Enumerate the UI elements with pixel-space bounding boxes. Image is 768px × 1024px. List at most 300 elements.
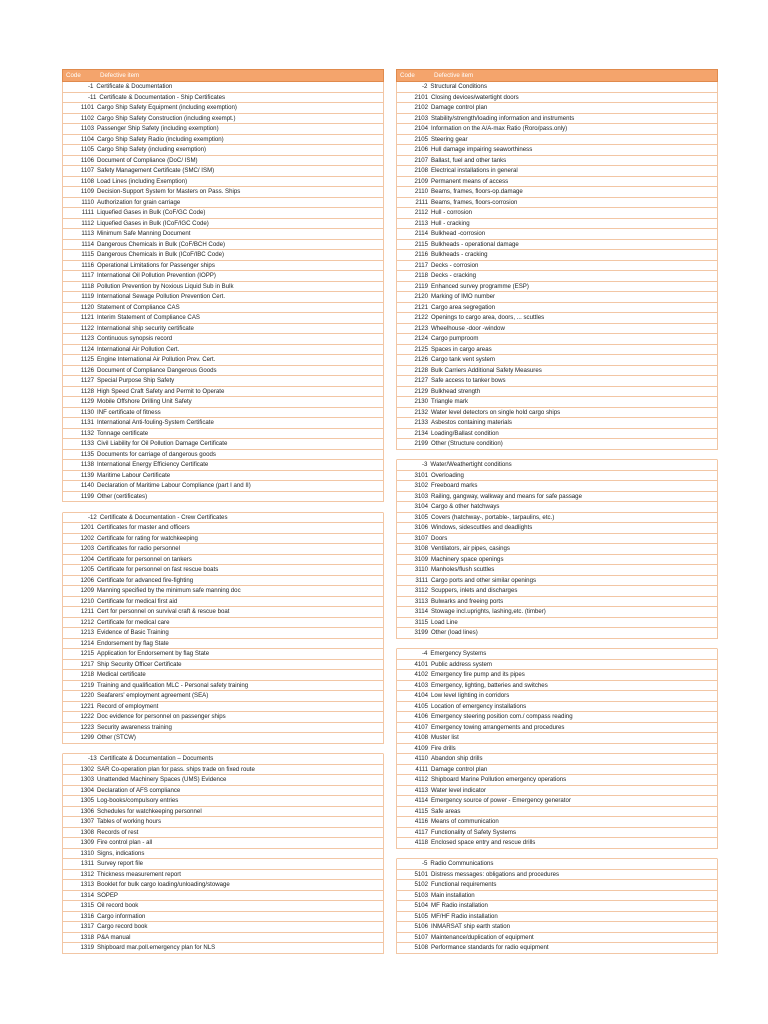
defect-description: Functionality of Safety Systems	[431, 828, 517, 836]
table-row	[62, 870, 384, 881]
table-row	[396, 397, 718, 408]
defect-code: 2101	[414, 93, 428, 101]
defect-code: 1314	[80, 891, 94, 899]
table-row	[396, 681, 718, 692]
table-row	[396, 597, 718, 608]
defect-description: Schedules for watchkeeping personnel	[97, 807, 202, 815]
defect-code: 4106	[414, 713, 428, 721]
defect-code: 2109	[414, 177, 428, 185]
defect-code: 2124	[414, 335, 428, 343]
defect-code: 1218	[80, 671, 94, 679]
table-row	[62, 156, 384, 167]
defect-code: 1309	[80, 839, 94, 847]
defect-description: Other (certificates)	[97, 492, 148, 500]
defect-description: Beams, frames, floors-corrosion	[431, 198, 518, 206]
defect-description: Safe areas	[431, 807, 461, 815]
defect-description: International Anti-fouling-System Certificate	[97, 419, 214, 427]
defect-code: 1202	[80, 534, 94, 542]
defect-code: 1114	[81, 240, 94, 248]
defect-description: Thickness measurement report	[97, 870, 181, 878]
defect-description: Bulkhead -corrosion	[431, 230, 486, 238]
table-row	[396, 586, 718, 597]
defect-code: -11	[88, 93, 97, 101]
defect-code: 3199	[414, 629, 428, 637]
defect-description: Information on the A/A-max Ratio (Roro/pass.only)	[431, 125, 568, 133]
defect-code: 1222	[80, 713, 94, 721]
table-row	[62, 261, 384, 272]
defect-code: 4116	[414, 818, 428, 826]
defect-description: Cargo Ship Safety Equipment (including exemption)	[97, 104, 237, 112]
defect-description: Loading/Ballast condition	[431, 429, 499, 437]
table-row	[396, 166, 718, 177]
table-row	[62, 303, 384, 314]
defect-code: 1116	[81, 261, 94, 269]
defect-code: 1210	[80, 597, 94, 605]
table-row	[62, 198, 384, 209]
defect-code: 1112	[81, 219, 94, 227]
table-row	[62, 345, 384, 356]
defect-description: International Energy Efficiency Certificate	[97, 461, 209, 469]
defect-description: P&A manual	[97, 933, 131, 941]
table-row	[62, 670, 384, 681]
table-row	[396, 723, 718, 734]
defect-code: 4118	[414, 839, 428, 847]
table-row	[396, 313, 718, 324]
defect-description: International Oil Pollution Prevention (IOPP)	[97, 272, 216, 280]
table-row	[396, 534, 718, 545]
defect-description: Certificate & Documentation - Crew Certificates	[99, 513, 228, 521]
table-row	[396, 775, 718, 786]
defect-description: Bulkheads - cracking	[431, 251, 488, 259]
defect-description: MF Radio installation	[431, 902, 488, 910]
defect-code: 4108	[414, 734, 428, 742]
table-row	[62, 145, 384, 156]
defect-description: Endorsement by flag State	[97, 639, 169, 647]
table-row	[396, 439, 718, 450]
defect-code: 1110	[81, 198, 94, 206]
left-rows	[62, 82, 384, 954]
section-header-row	[396, 460, 718, 471]
defect-description: SAR Co-operation plan for pass. ships trade on fixed route	[97, 765, 255, 773]
defect-code: 2127	[414, 377, 428, 385]
table-row	[396, 219, 718, 230]
defect-code: 1302	[80, 765, 94, 773]
defect-code: 2123	[414, 324, 428, 332]
defect-description: Cargo tank vent system	[431, 356, 496, 364]
defect-code: 1307	[80, 818, 94, 826]
defect-description: Damage control plan	[431, 765, 488, 773]
defect-code: 1313	[80, 881, 94, 889]
defect-code: 3111	[415, 576, 428, 584]
defect-code: 1221	[80, 702, 94, 710]
table-row	[62, 660, 384, 671]
table-row	[62, 649, 384, 660]
defect-code: 1111	[81, 209, 94, 217]
defect-description: Wheelhouse -door -window	[431, 324, 505, 332]
defect-code: 1122	[80, 324, 94, 332]
defect-description: Mobile Offshore Drilling Unit Safety	[97, 398, 192, 406]
table-row	[396, 555, 718, 566]
defect-code: 1220	[80, 692, 94, 700]
defect-code: 1129	[80, 398, 94, 406]
defect-code: 3114	[414, 608, 428, 616]
defect-description: Cargo Ship Safety Construction (including exempt.)	[97, 114, 236, 122]
defect-description: Performance standards for radio equipment	[431, 944, 549, 952]
defect-code: 1203	[80, 545, 94, 553]
defect-code: 2102	[414, 104, 428, 112]
table-row	[396, 261, 718, 272]
defect-description: Booklet for bulk cargo loading/unloading/stowage	[97, 881, 230, 889]
table-row	[62, 555, 384, 566]
defect-code: -4	[422, 650, 428, 658]
defect-code: 1299	[80, 734, 94, 742]
table-row	[62, 429, 384, 440]
defect-code: 1204	[80, 555, 94, 563]
defect-description: Certificate for personnel on tankers	[97, 555, 192, 563]
table-row	[396, 177, 718, 188]
table-row	[396, 628, 718, 639]
defect-code: 2126	[414, 356, 428, 364]
table-row	[62, 618, 384, 629]
table-row	[62, 786, 384, 797]
defect-code: 4102	[414, 671, 428, 679]
defect-code: 1135	[80, 450, 94, 458]
table-row	[396, 607, 718, 618]
table-row	[62, 597, 384, 608]
defect-description: Cargo area segregation	[431, 303, 496, 311]
defect-description: Doc evidence for personnel on passenger ships	[97, 713, 226, 721]
defect-code: 2121	[414, 303, 428, 311]
defect-code: 1199	[80, 492, 94, 500]
defect-code: 1215	[80, 650, 94, 658]
defect-description: INF certificate of fitness	[97, 408, 161, 416]
defect-description: Cert for personnel on survival craft & rescue boat	[97, 608, 230, 616]
defect-description: Structural Conditions	[430, 83, 487, 91]
table-row	[62, 177, 384, 188]
defective-item-column-header: Defective item	[434, 72, 474, 79]
defect-code: 2129	[414, 387, 428, 395]
defect-code: 1106	[80, 156, 94, 164]
table-row	[62, 292, 384, 303]
defect-description: SOPEP	[97, 891, 118, 899]
defect-code: 1119	[81, 293, 94, 301]
defect-description: Other (load lines)	[431, 629, 478, 637]
defect-code: 2113	[414, 219, 428, 227]
table-row	[62, 460, 384, 471]
defect-description: Maintenance/duplication of equipment	[431, 933, 534, 941]
defect-code: 1108	[80, 177, 94, 185]
defect-description: Triangle mark	[431, 398, 469, 406]
table-row	[62, 408, 384, 419]
defect-description: Bulk Carriers Additional Safety Measures	[431, 366, 542, 374]
table-row	[396, 114, 718, 125]
defect-code: 1308	[80, 828, 94, 836]
defect-code: 1205	[80, 566, 94, 574]
defect-code: 5103	[414, 891, 428, 899]
defect-description: Stability/strength/loading information and instruments	[431, 114, 575, 122]
table-row	[62, 523, 384, 534]
defect-code: 3101	[414, 471, 428, 479]
defect-code: 2120	[414, 293, 428, 301]
defect-description: Interim Statement of Compliance CAS	[97, 314, 200, 322]
defect-description: Enclosed space entry and rescue drills	[431, 839, 536, 847]
defect-description: Certificate & Documentation – Documents	[99, 755, 214, 763]
defect-description: Decision-Support System for Masters on Pass. Ships	[97, 188, 241, 196]
defect-description: Pollution Prevention by Noxious Liquid Sub in Bulk	[97, 282, 234, 290]
table-row	[62, 544, 384, 555]
table-row	[62, 796, 384, 807]
table-row	[396, 124, 718, 135]
table-row	[396, 229, 718, 240]
defect-description: Application for Endorsement by flag State	[97, 650, 210, 658]
defect-code: 1109	[80, 188, 94, 196]
table-row	[396, 135, 718, 146]
defect-code: 2117	[414, 261, 428, 269]
defect-description: Declaration of AFS compliance	[97, 786, 181, 794]
defect-code: 2104	[414, 125, 428, 133]
defect-description: Decks - corrosion	[431, 261, 479, 269]
defect-code: 1127	[80, 377, 94, 385]
defect-description: Ship Security Officer Certificate	[97, 660, 182, 668]
table-row	[62, 586, 384, 597]
table-row	[62, 922, 384, 933]
defect-description: Ballast, fuel and other tanks	[431, 156, 507, 164]
defect-code: 4107	[414, 723, 428, 731]
defect-description: Functional requirements	[431, 881, 497, 889]
defect-description: Continuous synopsis record	[97, 335, 173, 343]
defect-description: Distress messages: obligations and procedures	[431, 870, 560, 878]
defect-description: Means of communication	[431, 818, 499, 826]
defect-description: Minimum Safe Manning Document	[97, 230, 191, 238]
defect-description: Asbestos containing materials	[431, 419, 512, 427]
defect-description: Marking of IMO number	[431, 293, 496, 301]
table-row	[396, 670, 718, 681]
defect-description: Overloading	[431, 471, 464, 479]
section-header-row	[62, 754, 384, 765]
table-row	[396, 103, 718, 114]
defect-code: 2130	[414, 398, 428, 406]
table-row	[396, 618, 718, 629]
defect-code: 2133	[414, 419, 428, 427]
defect-description: Beams, frames, floors-op.damage	[431, 188, 523, 196]
defect-code: 3107	[414, 534, 428, 542]
defect-description: Survey report file	[97, 860, 144, 868]
table-row	[62, 103, 384, 114]
table-row	[62, 534, 384, 545]
defect-code: 3110	[414, 566, 428, 574]
defect-description: Authorization for grain carriage	[97, 198, 181, 206]
table-row	[62, 397, 384, 408]
defect-description: Dangerous Chemicals in Bulk (CoF/BCH Code)	[97, 240, 226, 248]
defect-code: 1126	[80, 366, 94, 374]
table-header	[62, 69, 384, 82]
table-row	[396, 429, 718, 440]
right-defect-table	[396, 69, 718, 954]
section-header-row	[62, 93, 384, 104]
defect-code: 1138	[80, 461, 94, 469]
table-row	[62, 607, 384, 618]
defect-description: Windows, sidescuttles and deadlights	[431, 524, 533, 532]
defect-description: Liquefied Gases in Bulk (ICoF/IGC Code)	[97, 219, 209, 227]
table-row	[62, 376, 384, 387]
defect-description: Passenger Ship Safety (including exemption)	[97, 125, 219, 133]
defect-description: Emergency source of power - Emergency generator	[431, 797, 571, 805]
defect-code: 3112	[414, 587, 428, 595]
defect-code: 2112	[414, 209, 428, 217]
defect-code: 3109	[414, 555, 428, 563]
defect-description: Cargo & other hatchways	[431, 503, 500, 511]
table-row	[62, 481, 384, 492]
table-row	[62, 628, 384, 639]
defect-code: 1316	[80, 912, 94, 920]
table-row	[396, 345, 718, 356]
defect-description: International Sewage Pollution Prevention Cert.	[97, 293, 226, 301]
table-row	[62, 271, 384, 282]
defect-code: 1131	[80, 419, 94, 427]
defect-code: 1306	[80, 807, 94, 815]
defect-code: -5	[422, 860, 428, 868]
defect-code: -1	[88, 83, 94, 91]
defect-code: 1223	[80, 723, 94, 731]
defect-code: 1303	[80, 776, 94, 784]
defect-description: Declaration of Maritime Labour Compliance (part I and II)	[97, 482, 251, 490]
defect-description: Manning specified by the minimum safe manning doc	[97, 587, 241, 595]
table-row	[396, 702, 718, 713]
table-row	[62, 733, 384, 744]
defect-description: Certificate for medical care	[97, 618, 170, 626]
table-row	[396, 303, 718, 314]
table-row	[62, 124, 384, 135]
spacer-row	[396, 849, 718, 860]
defect-code: 3104	[414, 503, 428, 511]
table-row	[396, 660, 718, 671]
defect-code: 3103	[414, 492, 428, 500]
table-row	[62, 828, 384, 839]
table-row	[396, 355, 718, 366]
defect-code: 2118	[414, 272, 428, 280]
defect-description: Water/Weathertight conditions	[430, 461, 512, 469]
defect-description: Security awareness training	[97, 723, 172, 731]
defect-description: Location of emergency installations	[431, 702, 527, 710]
table-row	[396, 187, 718, 198]
table-row	[62, 933, 384, 944]
defect-description: Emergency fire pump and its pipes	[431, 671, 525, 679]
defect-description: Certificate for personnel on fast rescue boats	[97, 566, 219, 574]
defect-description: Tables of working hours	[97, 818, 162, 826]
table-row	[396, 933, 718, 944]
defect-code: 2106	[414, 146, 428, 154]
defect-code: 1121	[80, 314, 94, 322]
defect-code: 2108	[414, 167, 428, 175]
table-row	[396, 691, 718, 702]
defect-description: Bulkhead strength	[431, 387, 481, 395]
defect-code: 1212	[80, 618, 94, 626]
defect-code: 4110	[414, 755, 428, 763]
table-row	[62, 807, 384, 818]
defect-code: 3108	[414, 545, 428, 553]
defect-description: Document of Compliance Dangerous Goods	[97, 366, 217, 374]
table-row	[62, 723, 384, 734]
defect-code: 1130	[80, 408, 94, 416]
defect-code: 2128	[414, 366, 428, 374]
defect-code: 5104	[414, 902, 428, 910]
defect-description: Other (Structure condition)	[431, 440, 503, 448]
defect-code: 5108	[414, 944, 428, 952]
code-column-header: Code	[400, 72, 415, 79]
defect-description: Unattended Machinery Spaces (UMS) Evidence	[97, 776, 227, 784]
table-row	[396, 471, 718, 482]
table-row	[396, 786, 718, 797]
table-row	[62, 166, 384, 177]
defect-description: Low level lighting in corridors	[431, 692, 510, 700]
table-row	[396, 733, 718, 744]
table-row	[396, 828, 718, 839]
defect-code: 2110	[414, 188, 428, 196]
table-row	[396, 240, 718, 251]
table-row	[62, 387, 384, 398]
table-row	[62, 324, 384, 335]
table-row	[396, 807, 718, 818]
defect-description: Shipboard Marine Pollution emergency operations	[431, 776, 567, 784]
defect-description: Bulwarks and freeing ports	[431, 597, 504, 605]
defect-code: 1213	[80, 629, 94, 637]
table-row	[62, 901, 384, 912]
defect-code: 1209	[80, 587, 94, 595]
defect-description: Evidence of Basic Training	[97, 629, 169, 637]
table-row	[396, 271, 718, 282]
defect-code: 1123	[80, 335, 94, 343]
table-row	[62, 240, 384, 251]
defect-code: 5106	[414, 923, 428, 931]
table-row	[396, 198, 718, 209]
defect-description: Dangerous Chemicals in Bulk (ICoF/IBC Code)	[97, 251, 225, 259]
table-row	[62, 880, 384, 891]
table-row	[396, 544, 718, 555]
table-row	[396, 366, 718, 377]
defect-description: Tonnage certificate	[97, 429, 149, 437]
defect-description: Railing, gangway, walkway and means for safe passage	[431, 492, 582, 500]
defect-code: 4105	[414, 702, 428, 710]
defect-description: Electrical installations in general	[431, 167, 518, 175]
section-header-row	[396, 649, 718, 660]
defective-item-column-header: Defective item	[100, 72, 140, 79]
defect-description: Civil Liability for Oil Pollution Damage Certificate	[97, 440, 228, 448]
defect-description: Records of rest	[97, 828, 139, 836]
table-row	[396, 250, 718, 261]
defect-description: Safety Management Certificate (SMC/ ISM)	[97, 167, 215, 175]
right-rows	[396, 82, 718, 954]
defect-code: 4115	[414, 807, 428, 815]
defect-description: Hull damage impairing seaworthiness	[431, 146, 533, 154]
table-row	[62, 334, 384, 345]
defect-code: 4112	[414, 776, 428, 784]
defect-code: 1214	[80, 639, 94, 647]
defect-description: Document of Compliance (DoC/ ISM)	[97, 156, 198, 164]
table-row	[62, 355, 384, 366]
table-row	[62, 775, 384, 786]
defect-code: 1102	[80, 114, 94, 122]
defect-description: Damage control plan	[431, 104, 488, 112]
defect-description: Cargo record book	[97, 923, 148, 931]
defect-description: Documents for carriage of dangerous goods	[97, 450, 216, 458]
table-row	[62, 450, 384, 461]
defect-code: 2103	[414, 114, 428, 122]
defect-code: 2116	[414, 251, 428, 259]
defect-code: 4104	[414, 692, 428, 700]
table-row	[62, 439, 384, 450]
table-row	[396, 502, 718, 513]
defect-description: Permanent means of access	[431, 177, 509, 185]
